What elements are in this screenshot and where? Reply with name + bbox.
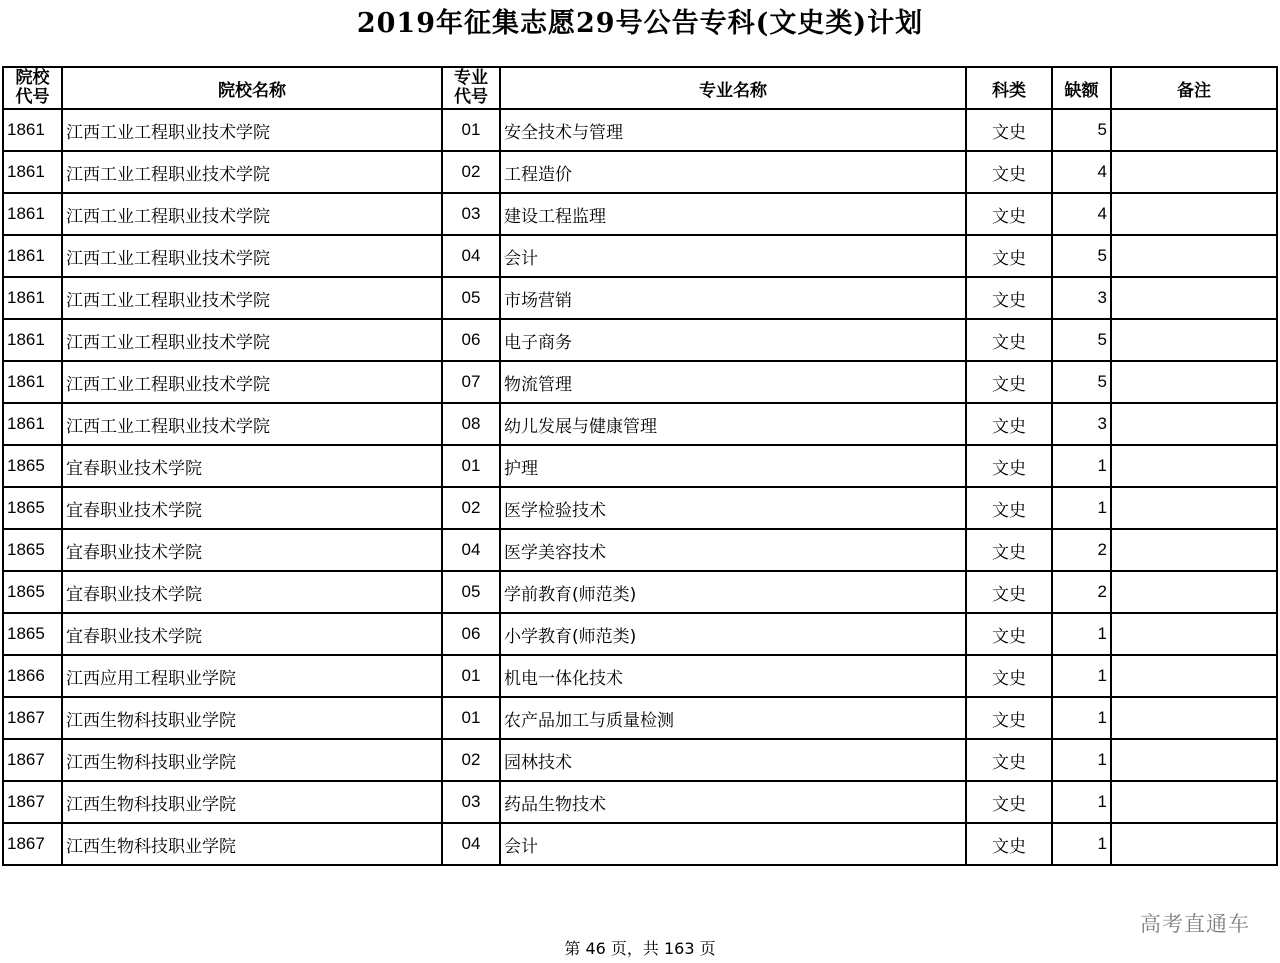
page-title: 2019年征集志愿29号公告专科(文史类)计划 — [356, 8, 924, 39]
cell-vacancy: 1 — [1052, 739, 1111, 781]
cell-category: 文史 — [966, 823, 1052, 865]
cell-major-code: 05 — [442, 277, 500, 319]
header-school-code — [3, 67, 62, 109]
cell-school-code: 1861 — [3, 193, 62, 235]
header-category: 科类 — [966, 67, 1052, 109]
cell-school-code: 1861 — [3, 151, 62, 193]
cell-category: 文史 — [966, 277, 1052, 319]
table-row — [3, 613, 1277, 655]
cell-category: 文史 — [966, 571, 1052, 613]
cell-category: 文史 — [966, 613, 1052, 655]
cell-remarks — [1111, 109, 1277, 151]
cell-major-name: 建设工程监理 — [500, 193, 966, 235]
cell-category: 文史 — [966, 193, 1052, 235]
cell-vacancy: 1 — [1052, 445, 1111, 487]
header-vacancy: 缺额 — [1052, 67, 1111, 109]
cell-category: 文史 — [966, 697, 1052, 739]
cell-school-code: 1865 — [3, 613, 62, 655]
cell-vacancy: 1 — [1052, 613, 1111, 655]
cell-school-code: 1867 — [3, 823, 62, 865]
table-row — [3, 823, 1277, 865]
cell-category: 文史 — [966, 487, 1052, 529]
cell-major-name: 物流管理 — [500, 361, 966, 403]
cell-major-name: 护理 — [500, 445, 966, 487]
cell-school-code: 1861 — [3, 235, 62, 277]
cell-vacancy: 5 — [1052, 109, 1111, 151]
table-row — [3, 151, 1277, 193]
table-row — [3, 529, 1277, 571]
cell-school-code: 1861 — [3, 361, 62, 403]
cell-school-name: 江西工业工程职业技术学院 — [62, 193, 442, 235]
cell-school-name: 江西工业工程职业技术学院 — [62, 403, 442, 445]
header-major-code — [442, 67, 500, 109]
table-row — [3, 403, 1277, 445]
cell-vacancy: 4 — [1052, 151, 1111, 193]
header-major-code-line2: 代号 — [454, 87, 488, 107]
header-remarks: 备注 — [1111, 67, 1277, 109]
cell-category: 文史 — [966, 655, 1052, 697]
table-row — [3, 571, 1277, 613]
cell-remarks — [1111, 277, 1277, 319]
cell-remarks — [1111, 319, 1277, 361]
cell-major-code: 07 — [442, 361, 500, 403]
header-major-name: 专业名称 — [500, 67, 966, 109]
cell-major-name: 医学检验技术 — [500, 487, 966, 529]
cell-remarks — [1111, 613, 1277, 655]
page-footer: 第 46 页，共 163 页 — [564, 939, 716, 958]
cell-remarks — [1111, 235, 1277, 277]
header-school-name: 院校名称 — [62, 67, 442, 109]
cell-vacancy: 1 — [1052, 697, 1111, 739]
cell-remarks — [1111, 655, 1277, 697]
cell-major-name: 会计 — [500, 823, 966, 865]
cell-school-name: 江西生物科技职业学院 — [62, 823, 442, 865]
cell-remarks — [1111, 445, 1277, 487]
cell-school-name: 江西工业工程职业技术学院 — [62, 361, 442, 403]
cell-school-code: 1867 — [3, 739, 62, 781]
cell-major-code: 03 — [442, 193, 500, 235]
cell-school-name: 宜春职业技术学院 — [62, 487, 442, 529]
table-row — [3, 235, 1277, 277]
table-header-row — [3, 67, 1277, 109]
cell-vacancy: 3 — [1052, 277, 1111, 319]
cell-vacancy: 1 — [1052, 823, 1111, 865]
cell-vacancy: 2 — [1052, 529, 1111, 571]
cell-school-code: 1865 — [3, 529, 62, 571]
cell-remarks — [1111, 193, 1277, 235]
cell-school-name: 江西生物科技职业学院 — [62, 781, 442, 823]
cell-major-code: 06 — [442, 319, 500, 361]
cell-major-name: 园林技术 — [500, 739, 966, 781]
table-row — [3, 487, 1277, 529]
cell-major-code: 03 — [442, 781, 500, 823]
cell-remarks — [1111, 571, 1277, 613]
cell-major-code: 02 — [442, 739, 500, 781]
cell-school-name: 宜春职业技术学院 — [62, 529, 442, 571]
cell-school-code: 1861 — [3, 109, 62, 151]
cell-school-code: 1867 — [3, 781, 62, 823]
cell-school-name: 江西生物科技职业学院 — [62, 697, 442, 739]
header-major-code-line1: 专业 — [454, 68, 488, 88]
cell-major-name: 药品生物技术 — [500, 781, 966, 823]
cell-school-code: 1865 — [3, 445, 62, 487]
cell-remarks — [1111, 697, 1277, 739]
cell-category: 文史 — [966, 739, 1052, 781]
cell-category: 文史 — [966, 319, 1052, 361]
cell-school-code: 1861 — [3, 277, 62, 319]
cell-school-name: 宜春职业技术学院 — [62, 613, 442, 655]
cell-major-name: 电子商务 — [500, 319, 966, 361]
table-row — [3, 781, 1277, 823]
cell-remarks — [1111, 403, 1277, 445]
cell-school-code: 1865 — [3, 571, 62, 613]
cell-major-name: 会计 — [500, 235, 966, 277]
cell-category: 文史 — [966, 151, 1052, 193]
cell-major-name: 市场营销 — [500, 277, 966, 319]
cell-school-code: 1861 — [3, 403, 62, 445]
cell-school-code: 1861 — [3, 319, 62, 361]
cell-category: 文史 — [966, 781, 1052, 823]
cell-school-name: 江西应用工程职业学院 — [62, 655, 442, 697]
cell-remarks — [1111, 151, 1277, 193]
table-row — [3, 277, 1277, 319]
cell-school-name: 宜春职业技术学院 — [62, 445, 442, 487]
cell-major-code: 01 — [442, 445, 500, 487]
cell-school-name: 江西工业工程职业技术学院 — [62, 235, 442, 277]
cell-school-name: 江西工业工程职业技术学院 — [62, 319, 442, 361]
cell-major-name: 小学教育(师范类) — [500, 613, 966, 655]
cell-major-code: 02 — [442, 151, 500, 193]
table-body — [3, 109, 1277, 865]
cell-major-name: 农产品加工与质量检测 — [500, 697, 966, 739]
cell-category: 文史 — [966, 529, 1052, 571]
cell-major-code: 01 — [442, 655, 500, 697]
table-row — [3, 655, 1277, 697]
cell-remarks — [1111, 781, 1277, 823]
header-school-code-line1: 院校 — [15, 68, 50, 88]
cell-vacancy: 5 — [1052, 319, 1111, 361]
plan-table — [2, 66, 1278, 866]
cell-category: 文史 — [966, 403, 1052, 445]
cell-major-code: 02 — [442, 487, 500, 529]
cell-category: 文史 — [966, 445, 1052, 487]
table-row — [3, 445, 1277, 487]
cell-vacancy: 3 — [1052, 403, 1111, 445]
cell-school-code: 1865 — [3, 487, 62, 529]
cell-vacancy: 4 — [1052, 193, 1111, 235]
cell-category: 文史 — [966, 361, 1052, 403]
cell-school-name: 江西生物科技职业学院 — [62, 739, 442, 781]
table-row — [3, 193, 1277, 235]
cell-major-name: 安全技术与管理 — [500, 109, 966, 151]
table-row — [3, 361, 1277, 403]
cell-remarks — [1111, 739, 1277, 781]
cell-vacancy: 5 — [1052, 235, 1111, 277]
cell-category: 文史 — [966, 109, 1052, 151]
cell-vacancy: 1 — [1052, 655, 1111, 697]
cell-school-code: 1866 — [3, 655, 62, 697]
cell-major-name: 学前教育(师范类) — [500, 571, 966, 613]
cell-vacancy: 5 — [1052, 361, 1111, 403]
cell-remarks — [1111, 823, 1277, 865]
cell-remarks — [1111, 487, 1277, 529]
cell-major-name: 工程造价 — [500, 151, 966, 193]
cell-school-name: 江西工业工程职业技术学院 — [62, 277, 442, 319]
cell-major-name: 幼儿发展与健康管理 — [500, 403, 966, 445]
cell-school-code: 1867 — [3, 697, 62, 739]
cell-major-code: 04 — [442, 235, 500, 277]
cell-major-code: 01 — [442, 697, 500, 739]
watermark-text: 高考直通车 — [1140, 912, 1250, 936]
cell-vacancy: 1 — [1052, 487, 1111, 529]
cell-major-code: 05 — [442, 571, 500, 613]
cell-school-name: 宜春职业技术学院 — [62, 571, 442, 613]
cell-major-code: 04 — [442, 529, 500, 571]
table-row — [3, 739, 1277, 781]
cell-school-name: 江西工业工程职业技术学院 — [62, 151, 442, 193]
cell-school-name: 江西工业工程职业技术学院 — [62, 109, 442, 151]
cell-major-code: 01 — [442, 109, 500, 151]
table-row — [3, 109, 1277, 151]
cell-category: 文史 — [966, 235, 1052, 277]
cell-vacancy: 2 — [1052, 571, 1111, 613]
cell-vacancy: 1 — [1052, 781, 1111, 823]
table-row — [3, 697, 1277, 739]
cell-major-code: 06 — [442, 613, 500, 655]
cell-major-code: 04 — [442, 823, 500, 865]
cell-remarks — [1111, 529, 1277, 571]
cell-major-name: 机电一体化技术 — [500, 655, 966, 697]
table-row — [3, 319, 1277, 361]
header-school-code-line2: 代号 — [15, 87, 50, 107]
cell-major-code: 08 — [442, 403, 500, 445]
cell-remarks — [1111, 361, 1277, 403]
cell-major-name: 医学美容技术 — [500, 529, 966, 571]
